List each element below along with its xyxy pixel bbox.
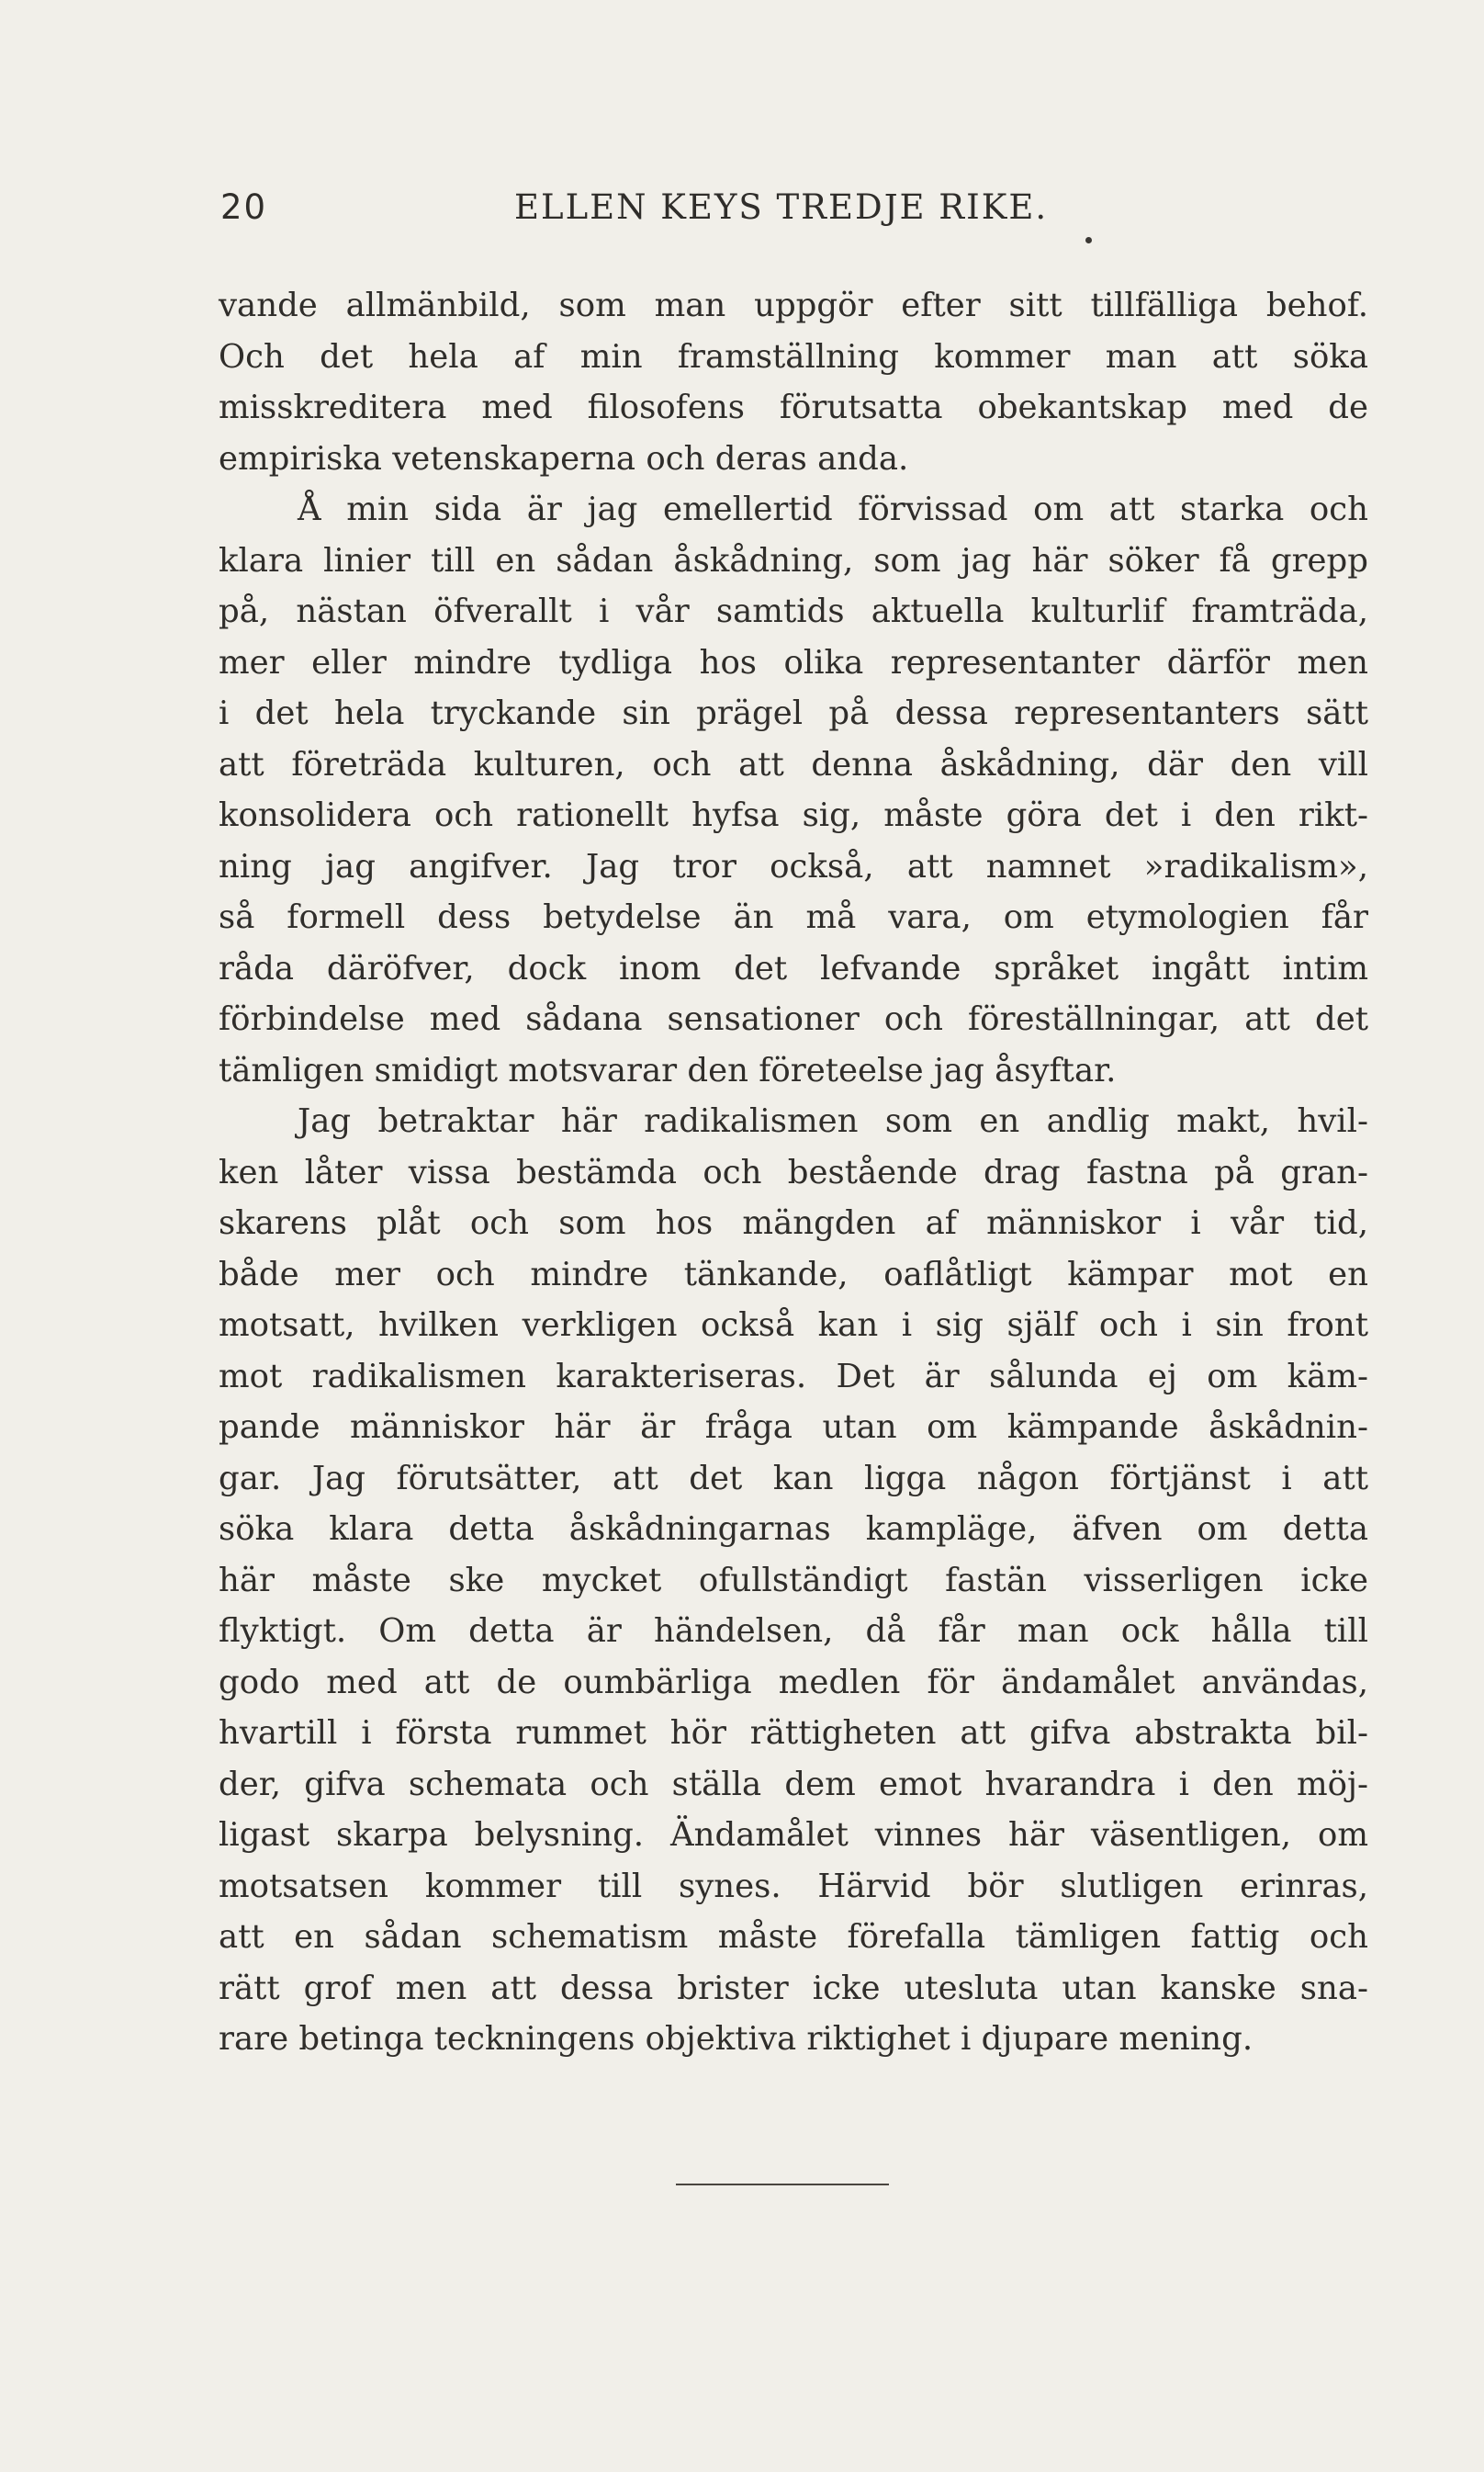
- text-line: mot radikalismen karakteriseras. Det är sålunda ej om käm-: [219, 1357, 1368, 1395]
- text-line: både mer och mindre tänkande, oaflåtligt kämpar mot en: [219, 1255, 1368, 1293]
- text-line: Å min sida är jag emellertid förvissad om att starka och: [298, 491, 1368, 528]
- text-line: konsolidera och rationellt hyfsa sig, måste göra det i den rikt-: [219, 796, 1368, 834]
- running-head: [220, 187, 1368, 243]
- text-line: ligast skarpa belysning. Ändamålet vinnes här väsentligen, om: [219, 1816, 1368, 1854]
- text-line: motsatt, hvilken verkligen också kan i sig själf och i sin front: [219, 1306, 1368, 1344]
- text-line: rare betinga teckningens objektiva riktighet i djupare mening.: [219, 2020, 1254, 2058]
- text-line: Jag betraktar här radikalismen som en andlig makt, hvil-: [298, 1102, 1368, 1140]
- text-line: i det hela tryckande sin prägel på dessa representanters sätt: [219, 694, 1368, 732]
- text-line: råda däröfver, dock inom det lefvande språket ingått intim: [219, 949, 1368, 988]
- text-line: här måste ske mycket ofullständigt fastän visserligen icke: [219, 1561, 1368, 1599]
- text-line: förbindelse med sådana sensationer och föreställningar, att det: [219, 1000, 1368, 1038]
- text-line: pande människor här är fråga utan om kämpande åskådnin-: [219, 1408, 1368, 1446]
- text-line: empiriska vetenskaperna och deras anda.: [219, 439, 909, 478]
- text-line: att en sådan schematism måste förefalla tämligen fattig och: [219, 1918, 1368, 1956]
- text-line: gar. Jag förutsätter, att det kan ligga någon förtjänst i att: [219, 1459, 1368, 1497]
- page-number: 20: [220, 187, 268, 227]
- text-line: vande allmänbild, som man uppgör efter sitt tillfälliga behof.: [219, 287, 1368, 324]
- print-speck: [1085, 237, 1092, 243]
- running-title: ELLEN KEYS TREDJE RIKE.: [514, 187, 1049, 227]
- section-end-rule: [676, 2184, 889, 2185]
- text-line: misskreditera med filosofens förutsatta obekantskap med de: [219, 389, 1368, 426]
- text-line: ken låter vissa bestämda och bestående drag fastna på gran-: [219, 1153, 1368, 1191]
- text-line: godo med att de oumbärliga medlen för ändamålet användas,: [219, 1663, 1368, 1701]
- text-line: söka klara detta åskådningarnas kampläge, äfven om detta: [219, 1510, 1368, 1548]
- text-line: på, nästan öfverallt i vår samtids aktuella kulturlif framträda,: [219, 593, 1368, 630]
- text-line: Och det hela af min framställning kommer man att söka: [219, 337, 1368, 376]
- text-line: att företräda kulturen, och att denna åskådning, där den vill: [219, 745, 1368, 784]
- text-line: tämligen smidigt motsvarar den företeelse jag åsyftar.: [219, 1051, 1117, 1089]
- text-line: flyktigt. Om detta är händelsen, då får man ock hålla till: [219, 1612, 1368, 1650]
- text-line: skarens plåt och som hos mängden af människor i vår tid,: [219, 1204, 1368, 1242]
- text-line: klara linier till en sådan åskådning, som jag här söker få grepp: [219, 541, 1368, 580]
- text-line: motsatsen kommer till synes. Härvid bör slutligen erinras,: [219, 1867, 1368, 1905]
- text-line: der, gifva schemata och ställa dem emot hvarandra i den möj-: [219, 1765, 1368, 1803]
- text-line: hvartill i första rummet hör rättigheten att gifva abstrakta bil-: [219, 1714, 1368, 1752]
- body-text: [219, 280, 1368, 2065]
- text-line: mer eller mindre tydliga hos olika representanter därför men: [219, 643, 1368, 682]
- text-line: ning jag angifver. Jag tror också, att namnet »radikalism»,: [219, 847, 1368, 886]
- text-line: rätt grof men att dessa brister icke utesluta utan kanske sna-: [219, 1969, 1368, 2007]
- text-line: så formell dess betydelse än må vara, om etymologien får: [219, 898, 1368, 936]
